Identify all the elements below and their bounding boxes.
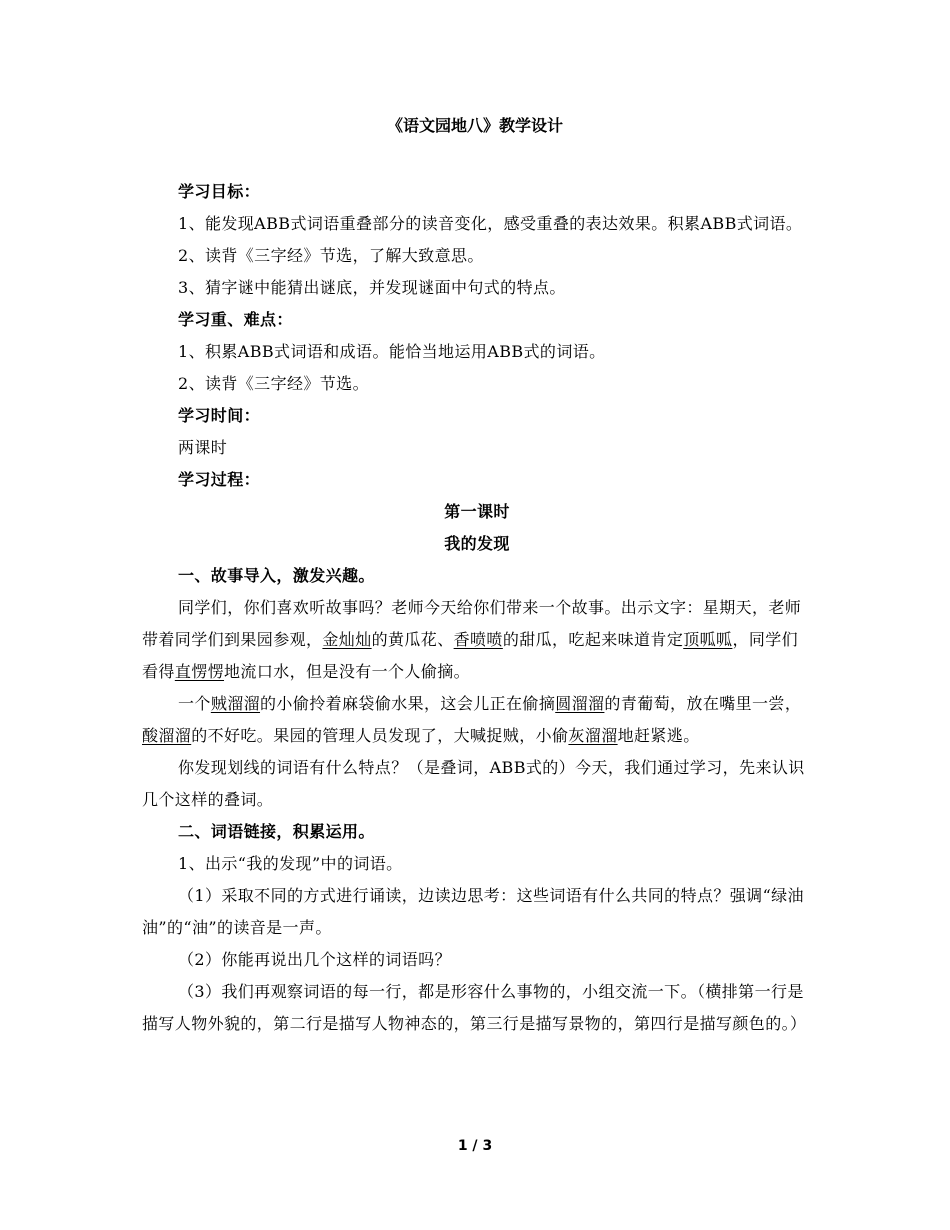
document-title: 《语文园地八》教学设计 [386,116,563,135]
underlined-word: 贼溜溜 [210,694,261,713]
section-2-sub-1: （1）采取不同的方式进行诵读，边读边思考：这些词语有什么共同的特点？强调“绿油油”的“油”的读音是一声。 [142,886,804,937]
section-2-heading: 二、词语链接，积累运用。 [178,822,375,841]
goal-item-1: 1、能发现ABB式词语重叠部分的读音变化，感受重叠的表达效果。积累ABB式词语。 [178,214,803,233]
story-text: 的甜瓜，吃起来味道肯定 [502,630,684,649]
key-points-heading: 学习重、难点： [178,310,293,329]
section-1-heading: 一、故事导入，激发兴趣。 [178,566,375,585]
underlined-word: 圆溜溜 [555,694,605,713]
key-point-2: 2、读背《三字经》节选。 [178,374,369,393]
process-heading: 学习过程： [178,470,261,489]
lesson-subtitle: 我的发现 [444,534,510,553]
story-paragraph-2 [142,688,812,752]
story-text: 的小偷拎着麻袋偷水果，这会儿正在偷摘 [260,694,556,713]
story-text: 地流口水，但是没有一个人偷摘。 [224,662,471,681]
section-2-sub-3: （3）我们再观察词语的每一行，都是形容什么事物的，小组交流一下。（横排第一行是描写人物外貌的，第二行是描写人物神态的，第三行是描写景物的，第四行是描写颜色的。） [142,982,807,1033]
story-text: ，同学们看得 [142,630,799,681]
goal-item-2: 2、读背《三字经》节选，了解大致意思。 [178,246,484,265]
document-body [142,176,812,1040]
story-text: 一个 [178,694,211,713]
goals-heading: 学习目标： [178,182,261,201]
underlined-word: 金灿灿 [322,630,372,649]
page-current: 1 [457,1138,468,1154]
time-heading: 学习时间： [178,406,261,425]
story-text: 的黄瓜花、 [371,630,454,649]
story-text: 地赶紧逃。 [617,726,700,745]
story-text: 的不好吃。果园的管理人员发现了，大喊捉贼，小偷 [191,726,569,745]
section-2-sub-2: （2）你能再说出几个这样的词语吗？ [178,950,451,969]
goal-item-3: 3、猜字谜中能猜出谜底，并发现谜面中句式的特点。 [178,278,566,297]
underlined-word: 酸溜溜 [142,726,192,745]
section-2-item-1: 1、出示“我的发现”中的词语。 [178,854,403,873]
underlined-word: 香喷喷 [453,630,503,649]
story-paragraph-3: 你发现划线的词语有什么特点？（是叠词，ABB式的）今天，我们通过学习，先来认识几个这样的叠词。 [142,758,805,809]
page-separator: / [467,1138,483,1154]
page-total: 3 [482,1138,493,1154]
story-text: 的青葡萄，放在嘴里一尝， [604,694,802,713]
underlined-word: 顶呱呱 [683,630,733,649]
story-paragraph-1 [142,592,812,688]
underlined-word: 直愣愣 [174,662,225,681]
key-point-1: 1、积累ABB式词语和成语。能恰当地运用ABB式的词语。 [178,342,606,361]
lesson-title: 第一课时 [444,502,510,521]
page-number [0,1138,950,1154]
time-value: 两课时 [178,438,228,457]
story-text: 同学们，你们喜欢听故事吗？老师今天给你们带来一个故事。出示文字：星期天，老师带着同学们到果园参观， [142,598,802,649]
underlined-word: 灰溜溜 [568,726,618,745]
